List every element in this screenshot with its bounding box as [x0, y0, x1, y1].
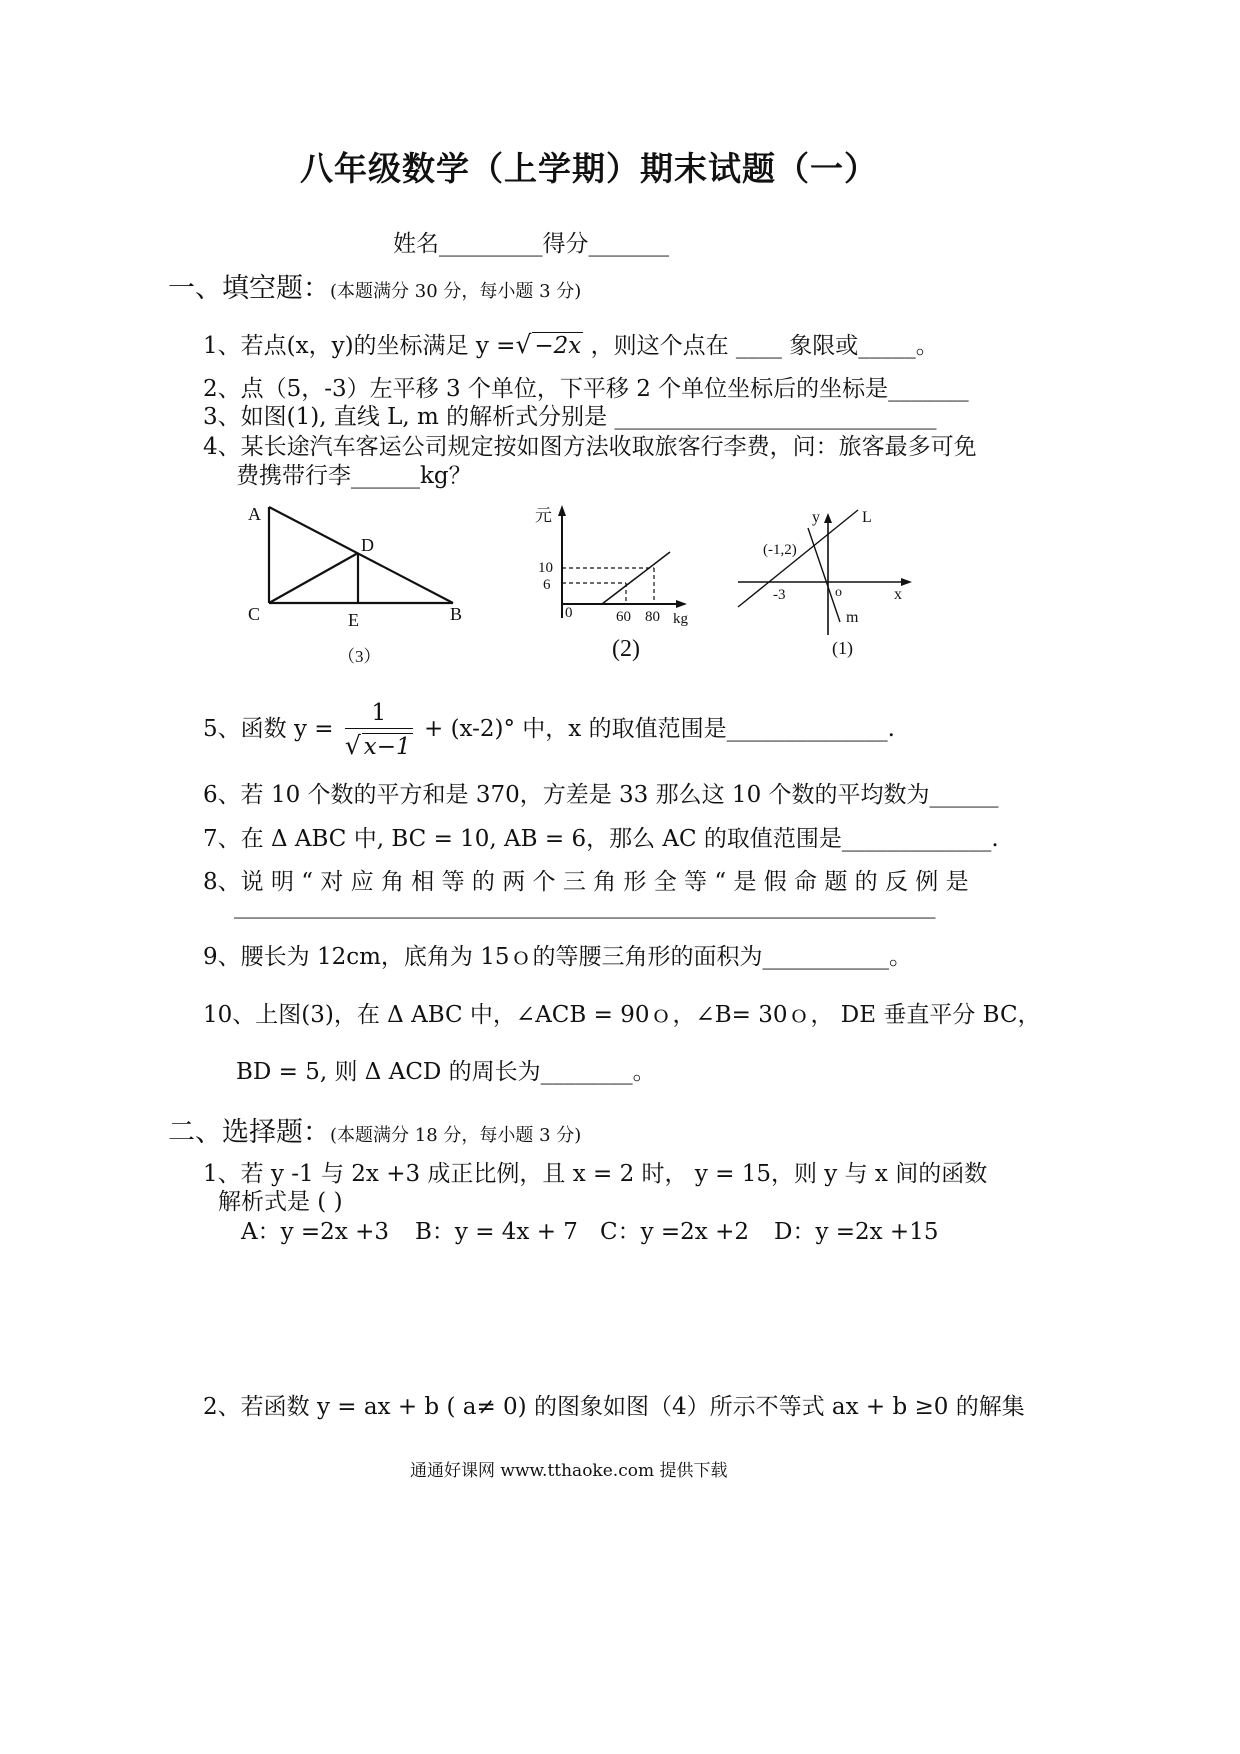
caption-3: （3） [338, 647, 381, 666]
fill-q1-pre: 1、若点(x，y)的坐标满足 y = [203, 333, 516, 359]
y-tick-6: 6 [543, 577, 551, 593]
section2-heading [168, 1110, 581, 1149]
x-tick-0: 0 [565, 605, 573, 621]
fraction-numerator: 1 [345, 700, 413, 729]
fill-q5 [203, 700, 895, 760]
section1-note: (本题满分 30 分，每小题 3 分) [330, 281, 582, 302]
fee-line [602, 552, 670, 604]
y-tick-10: 10 [538, 560, 553, 576]
y-unit-label: 元 [535, 506, 552, 525]
fill-q8-line1: 8、说 明 “ 对 应 角 相 等 的 两 个 三 角 形 全 等 “ 是 假 命 题 的 反 例 是 [203, 869, 969, 895]
choice-q1-option-b: B：y = 4x + 7 [415, 1219, 578, 1245]
x-axis-arrow [676, 600, 687, 608]
section1-title: 一、填空题： [168, 273, 330, 304]
section1-heading [168, 266, 581, 305]
caption-1: (1) [832, 638, 853, 658]
fill-q5-post: + (x-2)° 中，x 的取值范围是______________. [423, 716, 895, 742]
segment-cd [269, 553, 358, 603]
y-axis-arrow [558, 505, 566, 516]
name-score-line: 姓名_________得分_______ [393, 231, 669, 257]
line-m [808, 528, 840, 622]
fill-q1-post: ，则这个点在 ____ 象限或_____。 [590, 333, 939, 359]
fraction-radicand: x−1 [363, 734, 411, 760]
fill-q8-line2: _____________________________________________________________ [234, 893, 936, 919]
section2-note: (本题满分 18 分，每小题 3 分) [330, 1125, 582, 1146]
page-title: 八年级数学（上学期）期末试题（一） [300, 149, 878, 188]
fill-q4-line2: 费携带行李______kg？ [236, 463, 472, 489]
fill-q1 [203, 327, 939, 360]
x-tick-60: 60 [616, 609, 631, 625]
label-e: E [348, 610, 359, 630]
fill-q1-radicand: −2x [534, 333, 582, 359]
x-axis-arrow [901, 578, 912, 586]
x-intercept-label: -3 [773, 587, 786, 603]
x-axis-label: x [894, 586, 902, 603]
figure-3-triangle [240, 495, 480, 670]
y-axis-label: y [812, 509, 820, 526]
x-tick-80: 80 [645, 609, 660, 625]
fill-q4-line1: 4、某长途汽车客运公司规定按如图方法收取旅客行李费，问：旅客最多可免 [203, 434, 977, 460]
line-l-label: L [862, 509, 872, 526]
origin-label: o [835, 585, 842, 600]
fill-q10-line1: 10、上图(3)，在 Δ ABC 中，∠ACB = 90ｏ，∠B= 30ｏ， DE 垂直平分 BC， [203, 1002, 1041, 1028]
footer-credit: 通通好课网 www.tthaoke.com 提供下载 [410, 1461, 728, 1481]
label-c: C [248, 604, 261, 624]
choice-q1-option-d: D：y =2x +15 [774, 1219, 939, 1245]
fill-q5-fraction [345, 700, 413, 760]
choice-q2: 2、若函数 y = ax + b ( a≠ 0) 的图象如图（4）所示不等式 ax + b ≥0 的解集 [203, 1394, 1025, 1420]
fill-q3: 3、如图(1), 直线 L, m 的解析式分别是 ____________________________ [203, 404, 937, 430]
line-m-label: m [846, 609, 859, 626]
choice-q1-line2: 解析式是 ( ) [218, 1189, 343, 1215]
y-axis-arrow [824, 513, 832, 523]
fill-q2: 2、点（5，-3）左平移 3 个单位，下平移 2 个单位坐标后的坐标是_______ [203, 376, 969, 402]
label-d: D [361, 535, 374, 555]
choice-q1-option-c: C：y =2x +2 [600, 1219, 749, 1245]
point-label: (-1,2) [763, 542, 797, 558]
choice-q1-option-a: A：y =2x +3 [241, 1219, 390, 1245]
fill-q7: 7、在 Δ ABC 中, BC = 10, AB = 6，那么 AC 的取值范围是_____________. [203, 826, 999, 852]
figure-1-lines [728, 500, 938, 670]
figure-2-fee-graph [530, 500, 710, 670]
sqrt-sign: √ [515, 330, 532, 359]
fill-q5-pre: 5、函数 y = [203, 716, 334, 742]
label-b: B [450, 604, 463, 624]
fraction-denominator [345, 729, 413, 760]
section2-title: 二、选择题： [168, 1117, 330, 1148]
caption-2: (2) [612, 636, 640, 662]
fill-q6: 6、若 10 个数的平方和是 370，方差是 33 那么这 10 个数的平均数为______ [203, 782, 999, 808]
sqrt-sign: √ [344, 731, 361, 760]
choice-q1-line1: 1、若 y -1 与 2x +3 成正比例，且 x = 2 时， y = 15，则 y 与 x 间的函数 [203, 1161, 988, 1187]
x-unit-label: kg [673, 611, 688, 627]
label-a: A [248, 504, 261, 524]
fill-q9: 9、腰长为 12cm，底角为 15ｏ的等腰三角形的面积为___________。 [203, 944, 912, 970]
fill-q10-line2: BD = 5, 则 Δ ACD 的周长为________。 [236, 1059, 656, 1085]
